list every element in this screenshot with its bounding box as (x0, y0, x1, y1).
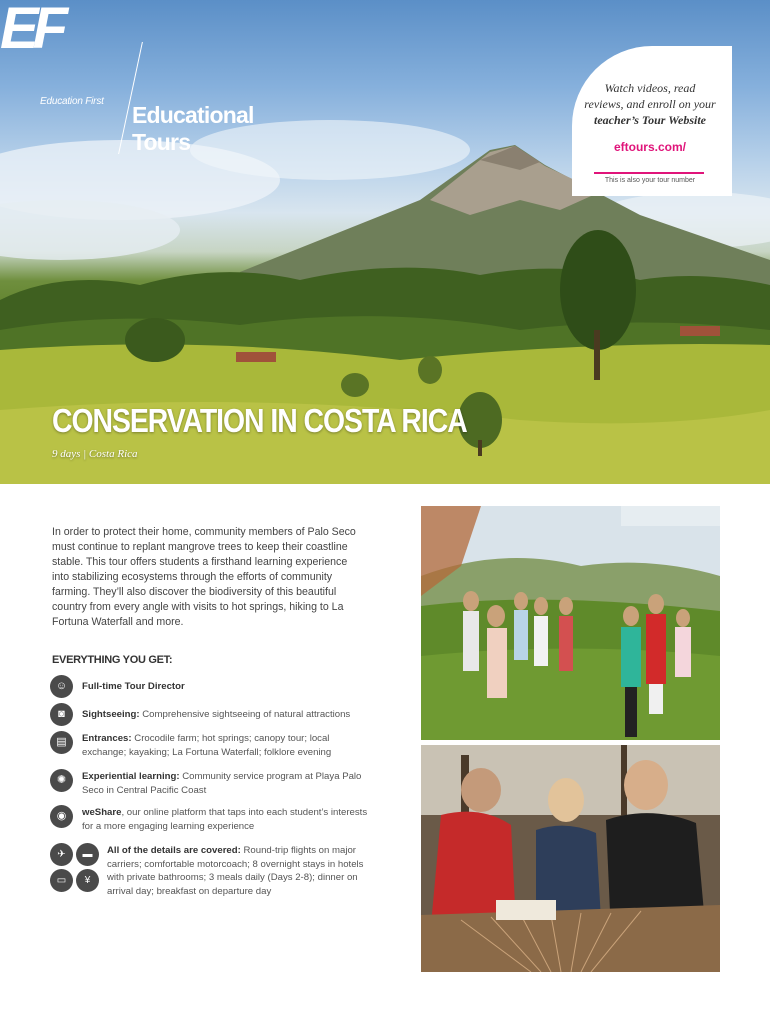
svg-text:EF: EF (0, 0, 63, 52)
tour-subtitle: 9 days | Costa Rica (52, 448, 138, 460)
students-outdoor-image (421, 506, 720, 740)
education-first-wordmark: Education First (40, 96, 104, 107)
tour-title: CONSERVATION IN COSTA RICA (52, 402, 467, 439)
educational-tours-wordmark (132, 102, 254, 156)
list-item-text: Experiential learning: Community service program at Playa Palo Seco in Central Pacific Coast (82, 771, 362, 796)
callout-line-3: teacher’s Tour Website (593, 113, 706, 127)
flight-icon: ✈ (50, 843, 73, 866)
product-line-1: Educational (132, 102, 254, 128)
product-line-2: Tours (132, 129, 191, 155)
tour-website-link[interactable]: eftours.com/ (613, 140, 686, 154)
hotel-icon: ▬ (76, 843, 99, 866)
tour-director-icon: ☺ (50, 675, 73, 698)
ticket-icon: ▤ (50, 731, 73, 754)
callout-text (574, 80, 726, 128)
ef-logo (0, 0, 86, 52)
list-item-text: Full-time Tour Director (82, 681, 185, 692)
list-item-text: Sightseeing: Comprehensive sightseeing of natural attractions (82, 709, 351, 720)
list-item-text: All of the details are covered: Round-trip flights on major carriers; comfortable motorcoach; 8 overnight stays in hotels with private bathrooms; 3 meals daily (Days 2-8); dinner on arrival day; breakfast on departure day (107, 845, 364, 897)
included-heading: EVERYTHING YOU GET: (52, 654, 173, 666)
callout-line-1: Watch videos, read (604, 81, 696, 95)
students-woodcraft-image (421, 745, 720, 972)
list-item-text: Entrances: Crocodile farm; hot springs; canopy tour; local exchange; kayaking; La Fortuna Waterfall; folklore evening (82, 733, 332, 758)
motorcoach-icon: ▭ (50, 869, 73, 892)
tour-intro-paragraph: In order to protect their home, community members of Palo Seco must continue to replant mangrove trees to keep their coastline stable. This tour offers students a firsthand learning experience into stabilizing ecosystems through the efforts of community farming. They’ll also discover the biodiversity of this beautiful country from every angle with visits to hot springs, hiking to La Fortuna Waterfall and more. (52, 526, 356, 628)
camera-icon: ◙ (50, 703, 73, 726)
hero-banner (0, 0, 770, 484)
tour-number-note: This is also your tour number (604, 177, 696, 184)
callout-line-2: reviews, and enroll on your (584, 97, 716, 111)
list-item-text: weShare, our online platform that taps into each student’s interests for a more engaging learning experience (82, 807, 368, 832)
students-group-photo (421, 506, 720, 740)
share-icon: ◉ (50, 805, 73, 828)
meals-icon: ¥ (76, 869, 99, 892)
lightbulb-icon: ✺ (50, 769, 73, 792)
tour-number-field-line (594, 172, 704, 174)
woodworking-photo (421, 745, 720, 972)
